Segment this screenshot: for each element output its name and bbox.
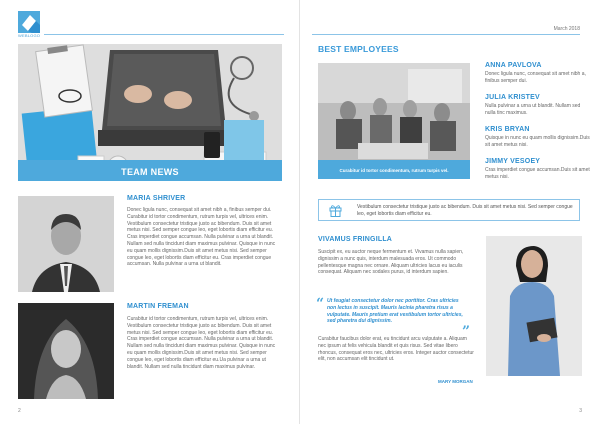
section-title: BEST EMPLOYEES — [318, 44, 399, 54]
maria-shriver-photo — [18, 196, 114, 292]
pull-quote: Ut feugiat consectetur dolor nec porttitor. Cras ultricies non lectus in suscipit. Mauris lacinia pharetra risus a vulputate. Mauris pretium erat vestibulum tortor ultricies, sed pharetra dui dignissim. — [327, 298, 463, 325]
employee-text: Donec ligula nunc, consequat sit amet nibh a, finibus semper dui. — [485, 71, 586, 84]
person-name: MARIA SHRIVER — [127, 195, 186, 202]
employee-text: Quisque in nunc eu quam mollis dignissim.Duis sit amet metus nisi. — [485, 135, 590, 148]
header-rule — [312, 34, 580, 35]
person-name: MARTIN FREMAN — [127, 303, 189, 310]
employee-name: JULIA KRISTEV — [485, 94, 540, 101]
logo-text: WEBLOGO — [18, 33, 41, 38]
page-number: 2 — [18, 408, 21, 414]
feature-text: Suscipit ex, eu auctor neque fermentum et. Vivamus nulla sapien, dignissim a nunc quis, interdum malesuada eros. Ut commodo pellentesque magna nec ornare. Aliquam ultricies lacus eu iaculis consequat. Aliquam nec sodales purus, id interdum sapien. — [318, 249, 464, 276]
employee-name: KRIS BRYAN — [485, 126, 530, 133]
employee-name: ANNA PAVLOVA — [485, 62, 542, 69]
page-number: 3 — [579, 408, 582, 414]
byline: MARY MORGAN — [438, 379, 473, 384]
right-page — [300, 0, 600, 424]
issue-date: March 2018 — [553, 26, 580, 32]
logo-icon — [18, 11, 40, 33]
group-caption: Curabitur id tortor condimentum, rutrum turpis vel. — [339, 168, 449, 173]
employee-name: JIMMY VESOEY — [485, 158, 541, 165]
gift-text: Vestibulum consectetur tristique justo ac bibendum. Duis sit amet metus nisi. Sed semper congue leo, eget lobortis diam efficitur eu. — [357, 204, 573, 217]
hero-title: TEAM NEWS — [121, 167, 179, 177]
open-quote-icon: “ — [316, 296, 325, 312]
employee-text: Nulla pulvinar a urna ut blandit. Nullam sed nulla tinc maximus. — [485, 103, 581, 116]
employee-text: Cras imperdiet congue accumsan.Duis sit amet metus nisi. — [485, 167, 590, 180]
gift-icon — [329, 204, 342, 217]
hero-image — [18, 44, 282, 181]
feature-title: VIVAMUS FRINGILLA — [318, 236, 393, 243]
person-bio: Curabitur id tortor condimentum, rutrum turpis vel, ultrices enim. Vestibulum consectetur tristique justo ac bibendum. Duis sit amet metus nisi. Sed semper congue leo, eget lobortis diam efficitur eu. Cras imperdiet congue accumsan. Nulla pulvinar a urna ut blandit. Nullam sed nulla tincidunt diam maximus pulvinar. Quisque in nunc eu quam mollis dignissim.Duis sit amet metus nisi. Sed semper congue leo, eget lobortis diam efficitur eu.Ua pulvinar a urna ut blandit. Nullam sed nulla tincidunt diam maximus pulvinar. — [127, 316, 276, 370]
close-quote-icon: ” — [462, 324, 471, 340]
header-rule — [44, 34, 284, 35]
martin-freman-photo — [18, 303, 114, 399]
person-bio: Donec ligula nunc, consequat sit amet nibh a, finibus semper dui. Curabitur id tortor condimentum, rutrum turpis vel, ultrices enim. Vestibulum consectetur tristique justo ac bibendum. Duis sit amet metus nisi. Sed semper congue leo, eget lobortis diam efficitur eu. Cras imperdiet congue accumsan. Nulla pulvinar a urna ut blandit. Nullam sed nulla tincidunt diam maximus pulvinar. Quisque in nunc eu quam mollis dignissim.Duis sit amet metus nisi. Sed semper congue leo, eget lobortis diam efficitur eu. Cras imperdiet congue accumsan. Nulla pulvinar a urna ut blandit. — [127, 207, 276, 268]
group-photo — [318, 63, 470, 179]
gift-callout — [318, 199, 580, 221]
feature-text: Curabitur faucibus dolor erat, eu tincidunt arcu vulputate a. Aliquam nec ipsum at felis vehicula blandit et quis risus. Sed vitae libero rhoncus, consequat eros nec, ultricies eros. Integer auctor consectetur elit, non accumsan elit tincidunt ut. — [318, 336, 474, 363]
woman-tablet-photo — [486, 236, 582, 376]
